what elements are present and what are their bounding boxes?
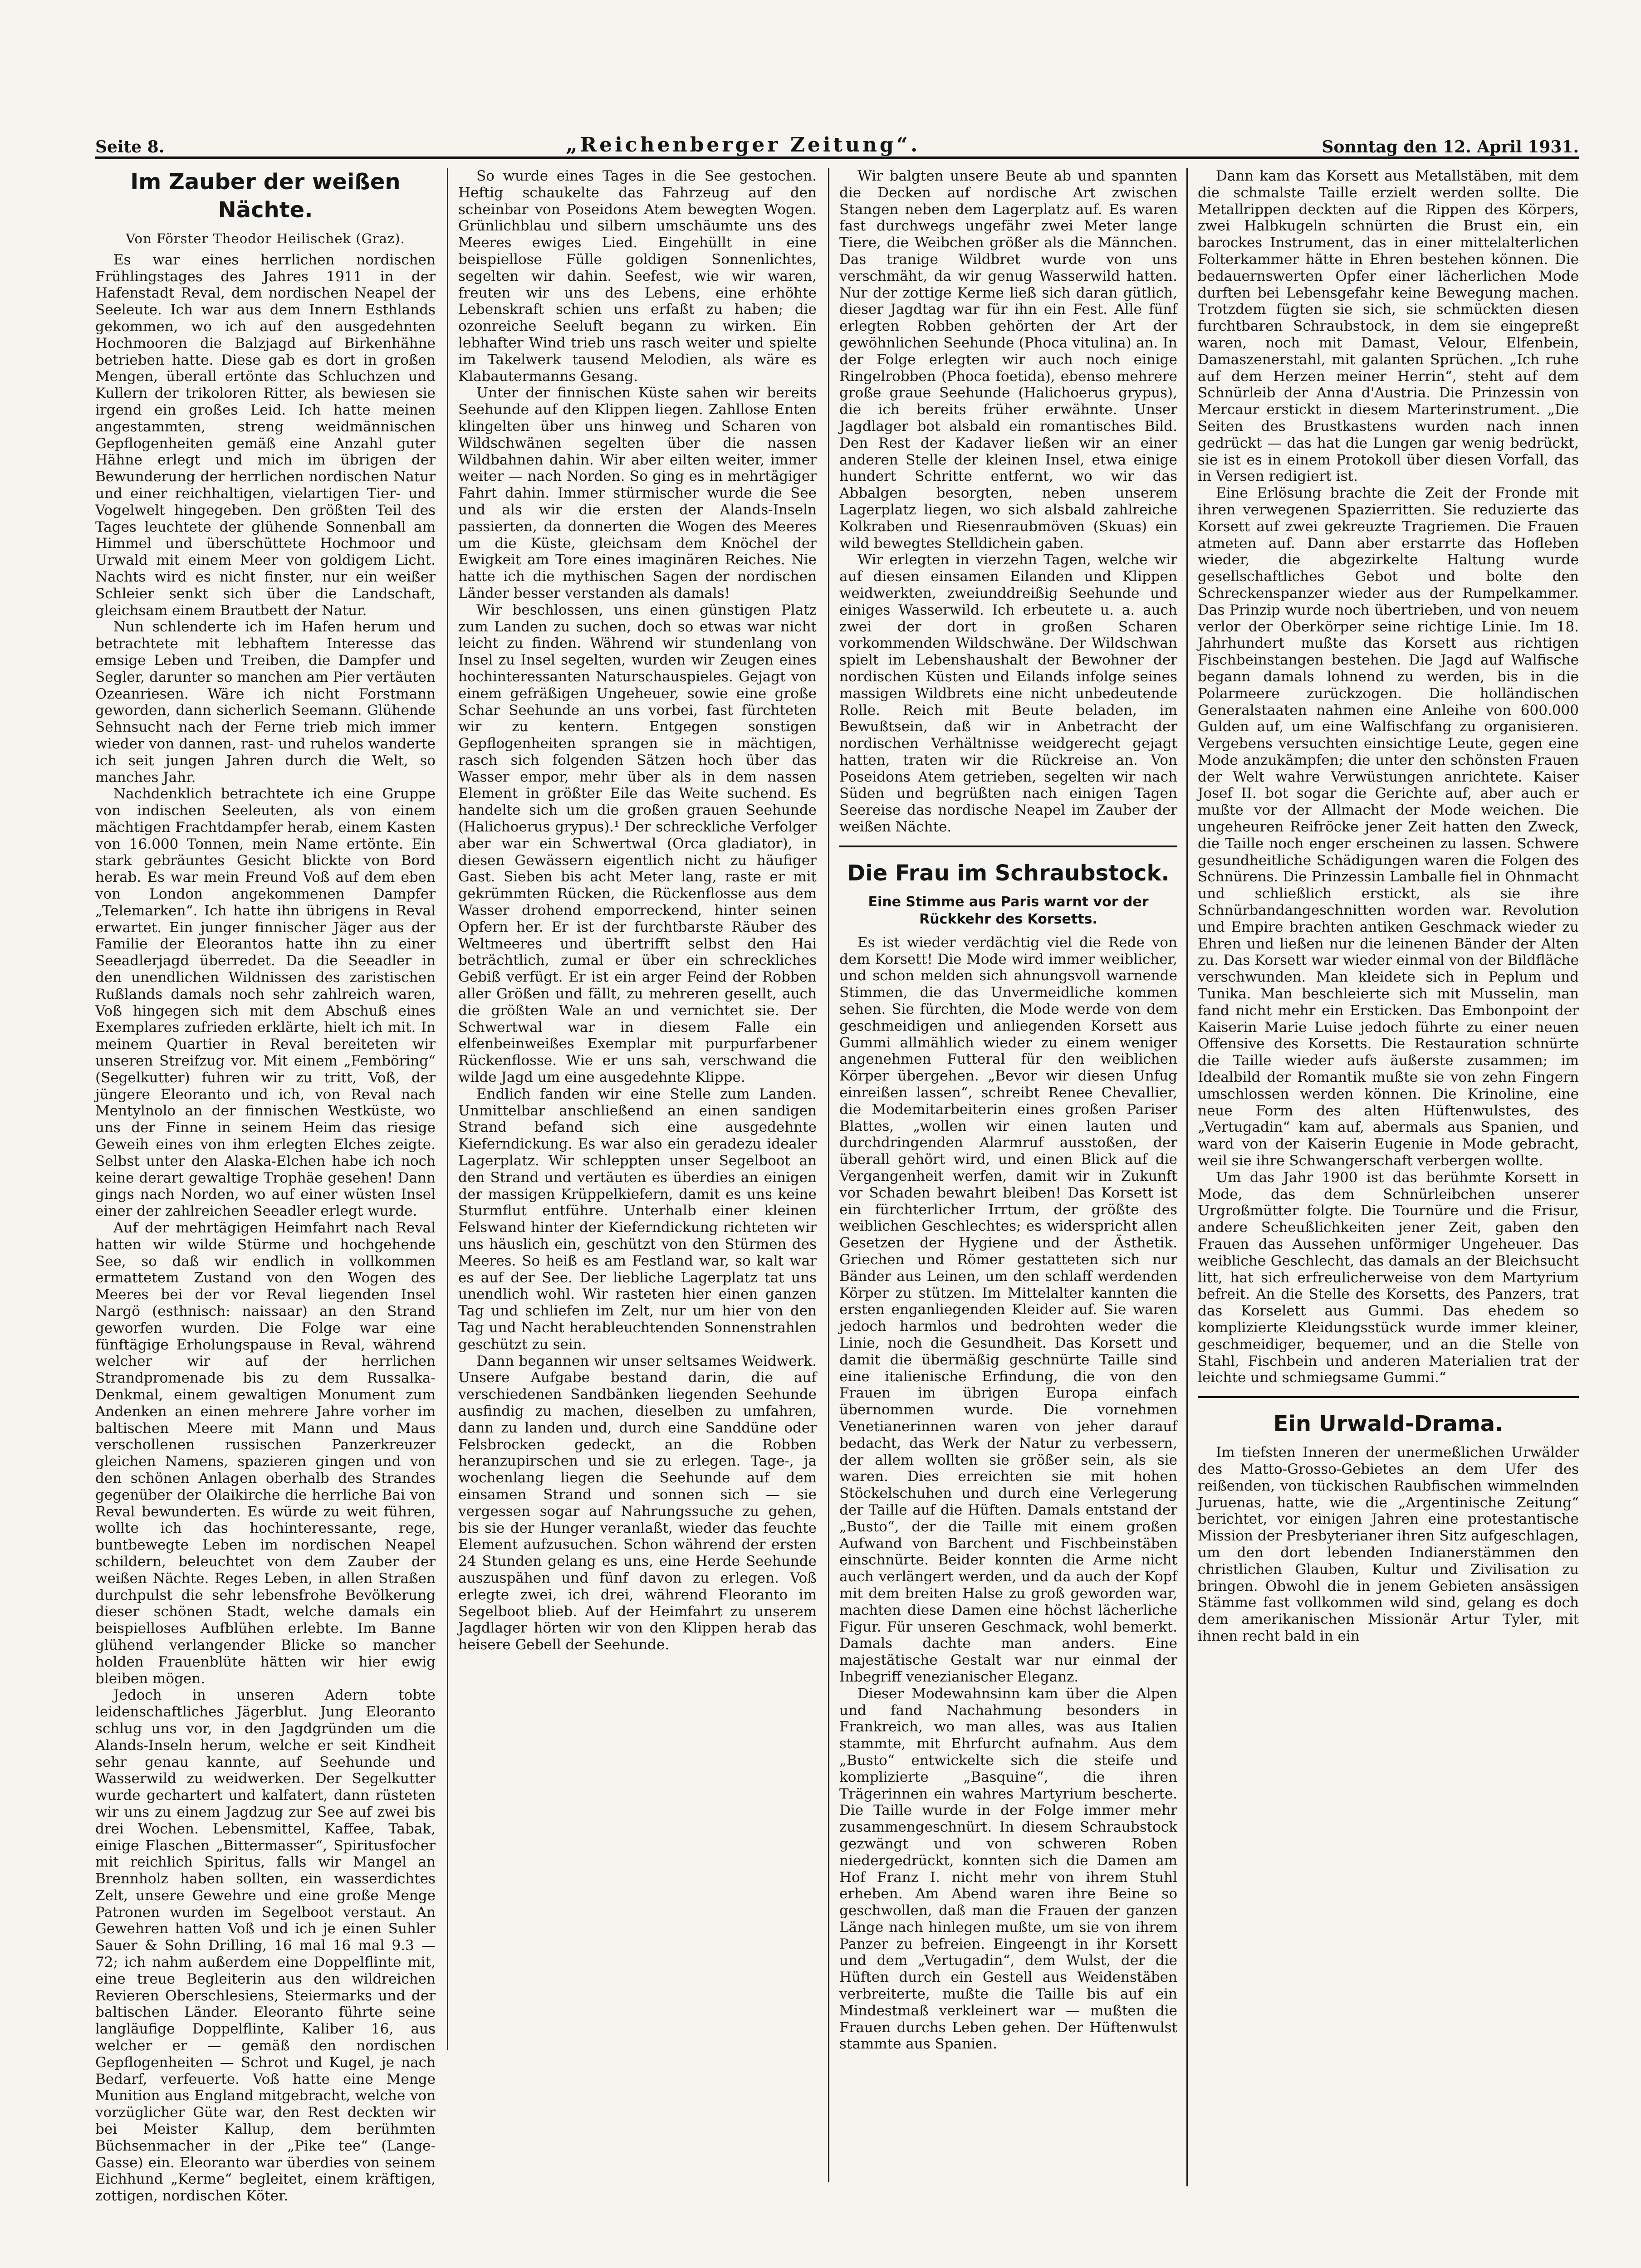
page-header	[95, 120, 1579, 156]
paragraph: Im tiefsten Inneren der unermeßlichen Urwälder des Matto-Grosso-Gebietes an dem Ufer des reißenden, von tückischen Raubfischen wimmelnden Juruenas, hatte, wie die „Argentinische Zeitung“ berichtet, vor einigen Jahren eine protestantische Mission der Presbyterianer ihren Sitz aufgeschlagen, um den dort lebenden Indianerstämmen den christlichen Glauben, Kultur und Zivilisation zu bringen. Obwohl die in jenem Gebieten ansässigen Stämme fast vollkommen wild sind, gelang es doch dem amerikanischen Missionär Artur Tyler, mit ihnen recht bald in ein	[1198, 1444, 1579, 1644]
paragraph: So wurde eines Tages in die See gestochen. Heftig schaukelte das Fahrzeug auf den scheinbar von Poseidons Atem bewegten Wogen. Grünlichblau und silbern umschäumte uns des Meeres ewiges Lied. Eingehüllt in eine beispiellose Fülle goldigen Sonnenlichtes, segelten wir dahin. Seefest, wie wir waren, freuten wir uns des Lebens, eine erhöhte Lebenskraft schien uns erfaßt zu haben; die ozonreiche Seeluft begann zu wirken. Ein lebhafter Wind trieb uns rasch weiter und spielte im Takelwerk tausend Melodien, als wäre es Klabautermanns Gesang.	[458, 168, 817, 385]
column-divider	[1186, 168, 1188, 2186]
article-headline: Ein Urwald-Drama.	[1273, 1411, 1504, 1437]
paragraph: Dann kam das Korsett aus Metallstäben, mit dem die schmalste Taille erzielt werden sollte. Die Metallrippen deckten auf die Rippen des Körpers, zwei Halbkugeln schnürten die Brust ein, ein barockes Instrument, das in einer mittelalterlichen Folterkammer hätte in Ehren bestehen können. Die bedauernswerten Opfer einer lächerlichen Mode durften bei Lebensgefahr keine Bewegung machen. Trotzdem fügten sie sich, sie schmückten diesen furchtbaren Schraubstock, in dem sie eingepreßt waren, noch mit Damast, Velour, Elfenbein, Damaszenerstahl, mit galanten Sprüchen. „Ich ruhe auf dem Herzen meiner Herrin“, steht auf dem Schnürleib der Anna d'Austria. Die Prinzessin von Mercaur erstickt in diesem Marterinstrument. „Die Seiten des Brustkastens wurden nach innen gedrückt — das hat die Lungen gar wenig bedrückt, sie ist es in einem Protokoll über diesen Vorfall, das in Versen redigiert ist.	[1198, 168, 1579, 485]
header-rule	[95, 156, 1579, 159]
column-4	[1198, 168, 1579, 2173]
column-1	[95, 168, 436, 2204]
page-number: Seite 8.	[95, 137, 165, 156]
article-byline: Von Förster Theodor Heilischek (Graz).	[126, 231, 405, 246]
paragraph: Es war eines herrlichen nordischen Frühlingstages des Jahres 1911 in der Hafenstadt Reval, dem nordischen Neapel der Seeleute. Ich war aus dem Innern Esthlands gekommen, wo ich auf den ausgedehnten Hochmooren die Balzjagd auf Birkenhähne betrieben hatte. Diese gab es dort in großen Mengen, überall ertönte das Schluchzen und Kullern der trikoloren Ritter, als bewiesen sie irgend ein großes Leid. Ich hatte meinen angestammten, streng weidmännischen Gepflogenheiten gemäß eine Anzahl guter Hähne erlegt und mich im übrigen der Bewunderung der herrlichen nordischen Natur und einer reichhaltigen, vielartigen Tier- und Vogelwelt hingegeben. Den größten Teil des Tages leuchtete der glühende Sonnenball am Himmel und überschüttete Hochmoor und Urwald mit einem Meer von goldigem Licht. Nachts wird es nicht finster, nur ein weißer Schleier senkt sich über die Landschaft, gleichsam einem Brautbett der Natur.	[95, 251, 436, 619]
paragraph: Dann begannen wir unser seltsames Weidwerk. Unsere Aufgabe bestand darin, die auf verschiedenen Sandbänken liegenden Seehunde ausfindig zu machen, dieselben zu umfahren, dann zu landen und, durch eine Sanddüne oder Felsbrocken gedeckt, an die Robben heranzupirschen und sie zu erlegen. Tage-, ja wochenlang liegen die Seehunde auf dem einsamen Strand und sonnen sich — sie vergessen sogar auf Nahrungssuche zu gehen, bis sie der Hunger veranlaßt, wieder das feuchte Element aufzusuchen. Schon während der ersten 24 Stunden gelang es uns, eine Herde Seehunde auszuspähen und fünf davon zu erlegen. Voß erlegte zwei, ich drei, während Fleoranto im Segelboot blieb. Auf der Heimfahrt zu unserem Jagdlager hörten wir von den Klippen herab das heisere Gebell der Seehunde.	[458, 1353, 817, 1653]
paragraph: Auf der mehrtägigen Heimfahrt nach Reval hatten wir wilde Stürme und hochgehende See, so daß wir endlich in vollkommen ermattetem Zustand von den Wogen des Meeres bei der vor Reval liegenden Insel Nargö (esthnisch: naissaar) an den Strand geworfen wurden. Die Folge war eine fünftägige Erholungspause in Reval, während welcher wir auf der herrlichen Strandpromenade bis zu dem Russalka-Denkmal, einem gewaltigen Monument zum Andenken an einen mehrere Jahre vorher im baltischen Meere mit Mann und Maus verschollenen russischen Panzerkreuzer gleichen Namens, spazieren gingen und von den schönen Anlagen oberhalb des Strandes gegenüber der Olaikirche die herrliche Bai von Reval bewunderten. Es würde zu weit führen, wollte ich das hochinteressante, rege, buntbewegte Leben im nordischen Neapel schildern, beleuchtet von dem Zauber der weißen Nächte. Reges Leben, in allen Straßen durchpulst die sehr lebensfrohe Bevölkerung dieser schönen Stadt, welche damals ein beispielloses Aufblühen erlebte. Im Banne glühend verlangender Blicke so mancher holden Frauenblüte hätten wir hier ewig bleiben mögen.	[95, 1220, 436, 1687]
article-frau	[839, 859, 1177, 2053]
paragraph: Um das Jahr 1900 ist das berühmte Korsett in Mode, das dem Schnürleibchen unserer Urgroßmütter folgte. Die Tournüre und die Frisur, andere Scheußlichkeiten jener Zeit, gaben den Frauen das Aussehen unförmiger Ungeheuer. Das weibliche Geschlecht, das damals an der Bleichsucht litt, hat sich erfreulicherweise von dem Martyrium befreit. An die Stelle des Korsetts, des Panzers, trat das Korselett aus Gummi. Das ehedem so komplizierte Kleidungsstück wurde immer kleiner, geschmeidiger, bequemer, und an die Stelle von Stahl, Fischbein und anderen Materialien trat der leichte und schmiegsame Gummi.“	[1198, 1169, 1579, 1386]
article-subheadline: Eine Stimme aus Paris warnt vor der Rückkehr des Korsetts.	[868, 894, 1149, 927]
column-3	[839, 168, 1177, 2182]
newspaper-title: „Reichenberger Zeitung“.	[566, 133, 921, 156]
paragraph: Unter der finnischen Küste sahen wir bereits Seehunde auf den Klippen liegen. Zahllose Enten klingelten über uns hinweg und Scharen von Wildschwänen segelten über die nassen Wildbahnen dahin. Wir aber eilten weiter, immer weiter — nach Norden. So ging es in mehrtägiger Fahrt dahin. Immer stürmischer wurde die See und als wir die ersten der Alands-Inseln passierten, da donnerten die Wogen des Meeres um die Küste, gleichsam dem Knöchel der Ewigkeit am Tore eines imaginären Reiches. Nie hatte ich die mythischen Sagen der nordischen Länder besser verstanden als damals!	[458, 385, 817, 601]
paragraph: Wir balgten unsere Beute ab und spannten die Decken auf nordische Art zwischen Stangen neben dem Lagerplatz auf. Es waren fast durchwegs ungefähr zwei Meter lange Tiere, die Weibchen größer als die Männchen. Das tranige Wildbret wurde von uns verschmäht, da wir genug Wasserwild hatten. Nur der zottige Kerme ließ sich daran gütlich, dieser Jagdtag war für ihn ein Fest. Alle fünf erlegten Robben gehörten der Art der gewöhnlichen Seehunde (Phoca vitulina) an. In der Folge erlegten wir auch noch einige Ringelrobben (Phoca foetida), ebenso mehrere große graue Seehunde (Halichoerus grypus), die ich bereits früher erwähnte. Unser Jagdlager bot alsbald ein romantisches Bild. Den Rest der Kadaver ließen wir an einer anderen Stelle der kleinen Insel, etwa einige hundert Schritte entfernt, wo wir das Abbalgen besorgten, neben unserem Lagerplatz liegen, wo sich alsbald zahlreiche Kolkraben und Riesenraubmöven (Skuas) ein wild bewegtes Stelldichein gaben.	[839, 168, 1177, 552]
paragraph: Dieser Modewahnsinn kam über die Alpen und fand Nachahmung besonders in Frankreich, wo man alles, was aus Italien stammte, mit Ehrfurcht aufnahm. Aus dem „Busto“ entwickelte sich die steife und komplizierte „Basquine“, die ihren Trägerinnen ein wahres Martyrium bescherte. Die Taille wurde in der Folge immer mehr zusammengeschnürt. In diesem Schraubstock gezwängt und von schweren Roben niedergedrückt, konnten sich die Damen am Hof Franz I. nicht mehr von ihrem Stuhl erheben. Am Abend waren ihre Beine so geschwollen, daß man die Frauen der ganzen Länge nach hinlegen mußte, um sie von ihrem Panzer zu befreien. Eingeengt in ihr Korsett und dem „Vertugadin“, dem Wulst, der die Hüften durch ein Gestell aus Weidenstäben verbreiterte, mußte die Taille bis auf ein Mindestmaß verkleinert war — mußten die Frauen durchs Leben gehen. Der Hüftenwulst stammte aus Spanien.	[839, 1685, 1177, 2053]
column-divider	[828, 168, 829, 2182]
article-headline: Im Zauber der weißen Nächte.	[130, 169, 401, 223]
paragraph: Nachdenklich betrachtete ich eine Gruppe von indischen Seeleuten, als von einem mächtigen Frachtdampfer herab, einem Kasten von 16.000 Tonnen, mein Name ertönte. Ein stark gebräuntes Gesicht blickte von Bord herab. Es war mein Freund Voß auf dem eben von London angekommenen Dampfer „Telemarken“. Ich hatte ihn übrigens in Reval erwartet. Ein junger finnischer Jäger aus der Familie der Eleorantos hatte ihn zu einer Seeadlerjagd überredet. Da die Seeadler in den unendlichen Wildnissen des zaristischen Rußlands damals noch sehr zahlreich waren, Voß hingegen sich mit dem Abschuß eines Exemplares zufrieden erklärte, hielt ich mit. In meinem Quartier in Reval bereiteten wir unseren Streifzug vor. Mit einem „Femböring“ (Segelkutter) fuhren wir zu tritt, Voß, der jüngere Eleoranto und ich, von Reval nach Mentylnolo an der finnischen Westküste, wo uns der Finne in seinem Heim das riesige Geweih eines von ihm erlegten Elches zeigte. Selbst unter den Alaska-Elchen habe ich noch keine derart gewaltige Trophäe gesehen! Dann gings nach Norden, wo auf einer wüsten Insel einer der zahlreichen Seeadler erlegt wurde.	[95, 786, 436, 1220]
issue-date: Sonntag den 12. April 1931.	[1322, 137, 1579, 156]
column-divider	[447, 168, 448, 2050]
paragraph: Eine Erlösung brachte die Zeit der Fronde mit ihren verwegenen Spazierritten. Sie reduzierte das Korsett auf zwei gekreuzte Tragriemen. Die Frauen atmeten auf. Dann aber erstarrte das Hofleben wieder, die abgezirkelte Haltung wurde gesellschaftliches Gebot und bolte den Schreckenspanzer wieder aus der Rumpelkammer. Das Prinzip wurde noch übertrieben, und von neuem verlor der Oberkörper seine richtige Linie. Im 18. Jahrhundert mußte das Korsett aus richtigen Fischbeinstangen bestehen. Die Jagd auf Walfische begann damals lohnend zu werden, bis in die Polarmeere zurückzogen. Die holländischen Generalstaaten nahmen eine Anleihe von 600.000 Gulden auf, um eine Walfischfang zu organisieren. Vergebens versuchten einsichtige Leute, gegen eine Mode anzukämpfen; die unter den schönsten Frauen der Welt wahre Verwüstungen anrichtete. Kaiser Josef II. bot sogar die Gerichte auf, aber auch er mußte vor der Allmacht der Mode weichen. Die ungeheuren Reifröcke jener Zeit hatten den Zweck, die Taille noch enger erscheinen zu lassen. Schwere gesundheitliche Schädigungen waren die Folgen des Schnürens. Die Prinzessin Lamballe fiel in Ohnmacht und schließlich erstickt, als sie ihre Schnürbandangeschnitten worden war. Revolution und Empire brachten antiken Geschmack wieder zu Ehren und ließen nur die leinenen Bänder der Alten zu. Das Korsett war wieder einmal von der Bildfläche verschwunden. Man kleidete sich in Peplum und Tunika. Man beschleierte sich mit Musselin, man fand nicht mehr ein Ersticken. Das Embonpoint der Kaiserin Marie Luise jedoch führte zu einer neuen Offensive des Korsetts. Die Restauration schnürte die Taille wieder aufs äußerste zusammen; im Idealbild der Romantik mußte sie von zehn Fingern umschlossen werden können. Die Krinoline, eine neue Form des alten Hüftenwulstes, des „Vertugadin“ kam auf, abermals aus Spanien, und ward von der Kaiserin Eugenie in Mode gebracht, weil sie ihre Schwangerschaft verbergen wollte.	[1198, 485, 1579, 1169]
paragraph: Es ist wieder verdächtig viel die Rede von dem Korsett! Die Mode wird immer weiblicher, und schon melden sich ahnungsvoll warnende Stimmen, die das Unvermeidliche kommen sehen. Sie fürchten, die Mode werde von dem geschmeidigen und anliegenden Korsett aus Gummi allmählich wieder zu einem weniger angenehmen Futteral für den weiblichen Körper übergehen. „Bevor wir diesen Unfug einreißen lassen“, schreibt Renee Chevallier, die Modemitarbeiterin eines großen Pariser Blattes, „wollen wir einen lauten und durchdringenden Alarmruf ausstoßen, der überall gehört wird, und einen Blick auf die Vergangenheit werfen, damit wir in Zukunft vor Schaden bewahrt bleiben! Das Korsett ist ein fürchterlicher Irrtum, der größte des weiblichen Geschlechtes; es widerspricht allen Gesetzen der Hygiene und der Ästhetik. Griechen und Römer gestatteten sich nur Bänder aus Leinen, um den schlaff werdenden Körper zu stützen. Im Mittelalter kannten die ersten enganliegenden Kleider auf. Sie waren jedoch harmlos und bedrohten weder die Linie, noch die Gesundheit. Das Korsett und damit die übermäßig geschnürte Taille sind eine italienische Erfindung, die von den Frauen im übrigen Europa einfach übernommen wurde. Die vornehmen Venetianerinnen waren von jeher darauf bedacht, das Werk der Natur zu verbessern, der allem wollten sie größer sein, als sie waren. Dies erreichten sie mit hohen Stöckelschuhen und durch eine Verlegerung der Taille auf die Hüften. Damals entstand der „Busto“, der die Taille mit einem großen Aufwand von Barchent und Fischbeinstäben einschnürte. Beider konnten die Arme nicht auch verlängert werden, und da auch der Kopf mit dem breiten Halse zu groß geworden war, machten diese Damen eine höchst lächerliche Figur. Für unseren Geschmack, wohl bemerkt. Damals dachte man anders. Eine majestätische Gestalt war nur einmal der Inbegriff venezianischer Eleganz.	[839, 934, 1177, 1685]
article-separator	[839, 846, 1177, 847]
article-zauber	[95, 168, 436, 2204]
article-separator	[1198, 1396, 1579, 1398]
article-urwald	[1198, 1410, 1579, 1645]
paragraph: Jedoch in unseren Adern tobte leidenschaftliches Jägerblut. Jung Eleoranto schlug uns vor, in den Jagdgründen um die Alands-Inseln herum, welche er seit Kindheit sehr genau kannte, auf Seehunde und Wasserwild zu weidwerken. Der Segelkutter wurde gechartert und kalfatert, dann rüsteten wir uns zu einem Jagdzug zur See auf zwei bis drei Wochen. Lebensmittel, Kaffee, Tabak, einige Flaschen „Bittermasser“, Spiritusfocher mit reichlich Spiritus, falls wir Mangel an Brennholz haben sollten, ein wasserdichtes Zelt, unsere Gewehre und eine große Menge Patronen wurden im Segelboot verstaut. An Gewehren hatten Voß und ich je einen Suhler Sauer & Sohn Drilling, 16 mal 16 mal 9.3 — 72; ich nahm außerdem eine Doppelflinte mit, eine treue Begleiterin aus den wildreichen Revieren Oberschlesiens, Steiermarks und der baltischen Länder. Eleoranto führte seine langläufige Doppelflinte, Kaliber 16, aus welcher er — gemäß den nordischen Gepflogenheiten — Schrot und Kugel, je nach Bedarf, verfeuerte. Voß hatte eine Menge Munition aus England mitgebracht, welche von vorzüglicher Güte war, den Rest deckten wir bei Meister Kallup, dem berühmten Büchsenmacher in der „Pike tee“ (Lange-Gasse) ein. Eleoranto war überdies von seinem Eichhund „Kerme“ begleitet, einem kräftigen, zottigen, nordischen Köter.	[95, 1687, 436, 2204]
article-headline: Die Frau im Schraubstock.	[847, 860, 1170, 886]
paragraph: Wir beschlossen, uns einen günstigen Platz zum Landen zu suchen, doch so etwas war nicht leicht zu finden. Während wir stundenlang von Insel zu Insel segelten, wurden wir Zeugen eines hochinteressanten Naturschauspieles. Gejagt von einem gefräßigen Ungeheuer, sowie eine große Schar Seehunde an uns vorbei, fast fürchteten wir zu kentern. Entgegen sonstigen Gepflogenheiten sprangen sie in mächtigen, rasch sich folgenden Sätzen hoch über das Wasser empor, mehr über als in dem nassen Element in größter Eile das Weite suchend. Es handelte sich um die großen grauen Seehunde (Halichoerus grypus).¹ Der schreckliche Verfolger aber war ein Schwertwal (Orca gladiator), in diesen Gewässern eigentlich nicht zu häufiger Gast. Sieben bis acht Meter lang, raste er mit gekrümmten Rücken, die Rückenflosse aus dem Wasser drohend emporreckend, hinter seinen Opfern her. Er ist der furchtbarste Räuber des Weltmeeres und übertrifft selbst den Hai beträchtlich, zumal er über ein schreckliches Gebiß verfügt. Er ist ein arger Feind der Robben aller Größen und fällt, zu mehreren gesellt, auch die größten Wale an und vernichtet sie. Der Schwertwal war in diesem Falle ein elfenbeinweißes Exemplar mit purpurfarbener Rückenflosse. Wie er uns sah, verschwand die wilde Jagd um eine ausgedehnte Klippe.	[458, 601, 817, 1086]
column-2	[458, 168, 817, 1982]
paragraph: Nun schlenderte ich im Hafen herum und betrachtete mit lebhaftem Interesse das emsige Leben und Treiben, die Dampfer und Segler, darunter so manchen am Pier vertäuten Ozeanriesen. Wäre ich nicht Forstmann geworden, dann sicherlich Seemann. Glühende Sehnsucht nach der Ferne trieb mich immer wieder von dannen, rast- und ruhelos wanderte ich seit jungen Jahren durch die Welt, so manches Jahr.	[95, 619, 436, 786]
paragraph: Endlich fanden wir eine Stelle zum Landen. Unmittelbar anschließend an einen sandigen Strand befand sich eine ausgedehnte Kieferndickung. Es war also ein geradezu idealer Lagerplatz. Wir schleppten unser Segelboot an den Strand und vertäuten es überdies an einigen der massigen Krüppelkiefern, damit es uns keine Sturmflut entführe. Unterhalb einer kleinen Felswand hinter der Kieferndickung richteten wir uns häuslich ein, geschützt von den Stürmen des Meeres. So heiß es am Festland war, so kalt war es auf der See. Der liebliche Lagerplatz tat uns unendlich wohl. Wir rasteten hier einen ganzen Tag und schliefen im Zelt, nur um hier von den Tag und Nacht herableuchtenden Sonnenstrahlen geschützt zu sein.	[458, 1085, 817, 1353]
paragraph: Wir erlegten in vierzehn Tagen, welche wir auf diesen einsamen Eilanden und Klippen weidwerkten, zweiunddreißig Seehunde und einiges Wasserwild. Ich erbeutete u. a. auch zwei der dort in großen Scharen vorkommenden Wildschwäne. Der Wildschwan spielt im Lebenshaushalt der Bewohner der nordischen Küsten und Eilands infolge seines massigen Wildbrets eine nicht unbedeutende Rolle. Reich mit Beute beladen, im Bewußtsein, daß wir in Anbetracht der nordischen Verhältnisse weidgerecht gejagt hatten, traten wir die Rückreise an. Von Poseidons Atem getrieben, segelten wir nach Süden und begrüßten nach einigen Tagen Seereise das nordische Neapel im Zauber der weißen Nächte.	[839, 552, 1177, 836]
